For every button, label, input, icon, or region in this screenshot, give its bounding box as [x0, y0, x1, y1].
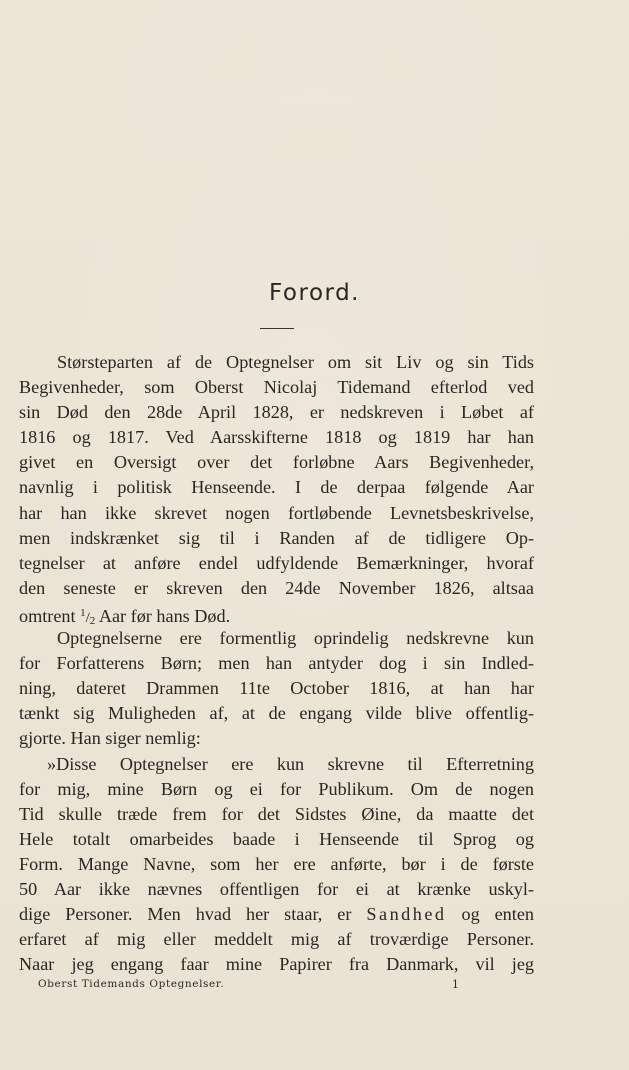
body-text [19, 350, 534, 977]
text-fragment: og enten [446, 904, 534, 925]
text-fragment: dige Personer. Men hvad her staar, er [19, 904, 367, 925]
text-line: tegnelser at anføre endel udfyldende Bemærkninger, hvoraf [19, 552, 534, 573]
text-line: 1816 og 1817. Ved Aarsskifterne 1818 og 1819 har han [19, 427, 534, 448]
text-line: »Disse Optegnelser ere kun skrevne til Efterretning [47, 753, 534, 774]
text-line: har han ikke skrevet nogen fortløbende Levnetsbeskrivelse, [19, 502, 534, 523]
text-line: givet en Oversigt over det forløbne Aars Begivenheder, [19, 452, 534, 473]
text-line: sin Død den 28de April 1828, er nedskreven i Løbet af [19, 402, 534, 423]
text-line [19, 902, 534, 927]
running-footer: Oberst Tidemands Optegnelser. [38, 978, 225, 990]
text-line: Hele totalt omarbeides baade i Henseende til Sprog og [19, 828, 534, 849]
signature-mark: 1 [452, 978, 459, 991]
text-line: Størsteparten af de Optegnelser om sit Liv og sin Tids [57, 352, 534, 372]
text-line: navnlig i politisk Henseende. I de derpaa følgende Aar [19, 477, 534, 498]
text-line: gjorte. Han siger nemlig: [19, 728, 201, 749]
text-line: tænkt sig Muligheden af, at de engang vilde blive offentlig- [19, 703, 534, 724]
fraction-denominator: 2 [89, 614, 96, 627]
text-fragment: Aar før hans Død. [95, 605, 231, 626]
text-line: erfaret af mig eller meddelt mig af troværdige Personer. [19, 929, 534, 950]
text-fragment: omtrent [19, 605, 81, 626]
text-line: den seneste er skreven den 24de November 1826, altsaa [19, 577, 534, 598]
text-line: for Forfatterens Børn; men han antyder dog i sin Indled- [19, 653, 534, 674]
text-line: for mig, mine Børn og ei for Publikum. Om de nogen [19, 778, 534, 799]
fraction-top: 1 [80, 606, 86, 619]
text-line [19, 601, 534, 626]
text-line: ning, dateret Drammen 11te October 1816, at han har [19, 678, 534, 699]
page-title: Forord. [269, 280, 360, 306]
emphasis-word: Sandhed [366, 904, 447, 925]
text-line: Optegnelserne ere formentlig oprindelig nedskrevne kun [57, 628, 534, 649]
title-rule [260, 328, 294, 329]
text-line: 50 Aar ikke nævnes offentligen for ei at krænke uskyl- [19, 878, 534, 899]
text-line: Begivenheder, som Oberst Nicolaj Tidemand efterlod ved [19, 377, 534, 398]
fraction-numerator: / [85, 609, 90, 626]
text-line: Tid skulle træde frem for det Sidstes Øine, da maatte det [19, 803, 534, 824]
text-line: men indskrænket sig til i Randen af de tidligere Op- [19, 527, 534, 548]
text-line: Naar jeg engang faar mine Papirer fra Danmark, vil jeg [19, 954, 534, 975]
text-line: Form. Mange Navne, som her ere anførte, bør i de første [19, 853, 534, 874]
